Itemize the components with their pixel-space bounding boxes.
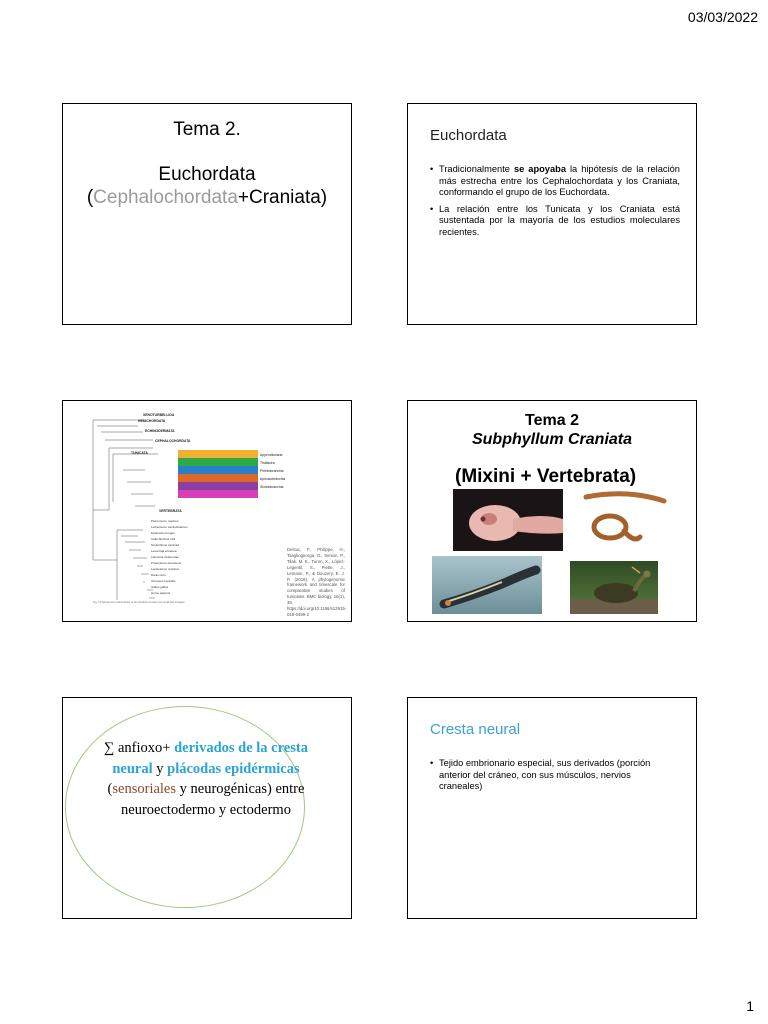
bullet1-pre: Tradicionalmente bbox=[439, 164, 514, 174]
group-label: Appendicularia bbox=[260, 453, 283, 457]
svg-text:Latimeria chalumnae: Latimeria chalumnae bbox=[151, 555, 179, 559]
bullet1-bold: se apoyaba bbox=[513, 164, 566, 174]
slide4-title3: (Mixini + Vertebrata) bbox=[455, 466, 637, 487]
svg-text:Homo sapiens: Homo sapiens bbox=[151, 591, 171, 595]
sigma-symbol: ∑ bbox=[104, 740, 115, 756]
group-label: Aplousobranchia bbox=[260, 477, 286, 481]
svg-text:Lepisosteus oculatus: Lepisosteus oculatus bbox=[151, 567, 180, 571]
cephalochordata-text: Cephalochordata bbox=[93, 187, 238, 208]
slide6-title: Cresta neural bbox=[430, 721, 521, 738]
text-y: y bbox=[152, 760, 168, 777]
page-number: 1 bbox=[746, 998, 754, 1014]
svg-text:Xenopus tropicalis: Xenopus tropicalis bbox=[151, 579, 176, 583]
clade-band bbox=[178, 458, 258, 466]
svg-text:Leucoraja erinacea: Leucoraja erinacea bbox=[151, 549, 177, 553]
svg-text:Petromyzon marinus: Petromyzon marinus bbox=[151, 519, 179, 523]
citation-reference: Delsuc, F., Philippe, H., Tsagkogeorga, G., Simion, P., Tilak, M. K., Turon, X., López-Legentil, S., Piette, J., Lemaire, P., & Douzery, E. J. P. (2018). A phylogenomic framework and timescale for comparative studies of tunicates. BMC biology, 16(1), 39. https://doi.org/10.1186/s12915-018-0499-2 bbox=[287, 547, 347, 617]
hagfish-head-photo bbox=[453, 489, 563, 551]
clade-band bbox=[178, 466, 258, 474]
turtle-photo bbox=[570, 561, 658, 614]
figure-caption: Fig. 4 Phylogenetic relationships of all included tunicate and vertebrate lineages bbox=[93, 601, 185, 604]
clade-label: XENOTURBELLIDA bbox=[143, 413, 175, 417]
slide4-title1: Tema 2 bbox=[525, 412, 579, 429]
slide4-title2: Subphyllum Craniata bbox=[471, 431, 633, 448]
clade-label: CEPHALOCHORDATA bbox=[155, 439, 191, 443]
paren-open: ( bbox=[86, 187, 94, 208]
text-paren: ( bbox=[107, 781, 113, 797]
group-label: Thaliacea bbox=[260, 461, 275, 465]
svg-text:Scyliorhinus canicula: Scyliorhinus canicula bbox=[151, 543, 180, 547]
slide2-bullet-1 bbox=[430, 164, 680, 199]
slide-subphyllum-craniata bbox=[407, 400, 697, 622]
text-sensoriales: sensoriales bbox=[112, 781, 177, 797]
slide-cresta-neural bbox=[407, 697, 697, 919]
slide-anfioxo-summary bbox=[62, 697, 352, 919]
svg-text:Danio rerio: Danio rerio bbox=[151, 573, 166, 577]
clade-label: VERTEBRATA bbox=[159, 509, 182, 513]
lamprey-photo bbox=[432, 556, 542, 614]
clade-color-bands bbox=[178, 450, 258, 498]
slide2-bullet-2: • La relación entre los Tunicata y los Craniata está sustentada por la mayoría de los estudios moleculares recientes. bbox=[430, 204, 680, 239]
slide2-bullets bbox=[430, 164, 680, 243]
slide-tema2-title bbox=[62, 103, 352, 325]
group-label: Phlebobranchia bbox=[260, 469, 284, 473]
slide1-line3 bbox=[63, 186, 351, 209]
svg-text:Lethenteron camtschaticum: Lethenteron camtschaticum bbox=[151, 525, 188, 529]
text-remaining: y neurogénicas) entre neuroectodermo y ectodermo bbox=[121, 781, 305, 818]
text-placodas: plácodas epidérmicas bbox=[167, 760, 300, 777]
clade-band bbox=[178, 482, 258, 490]
slide6-bullets bbox=[430, 758, 676, 793]
phylogenetic-tree-figure bbox=[83, 410, 293, 605]
slide1-title-block bbox=[63, 118, 351, 209]
slide6-bullet-1: • Tejido embrionario especial, sus derivados (porción anterior del cráneo, con sus músculos, nervios craneales) bbox=[430, 758, 676, 793]
clade-band bbox=[178, 474, 258, 482]
slide2-title: Euchordata bbox=[430, 127, 507, 144]
group-label: Stolidobranchia bbox=[260, 485, 284, 489]
svg-text:Callorhinchus milii: Callorhinchus milii bbox=[151, 537, 176, 541]
clade-band bbox=[178, 450, 258, 458]
slide-phylogeny-figure bbox=[62, 400, 352, 622]
svg-text:Protopterus annectens: Protopterus annectens bbox=[151, 561, 182, 565]
clade-label: TUNICATA bbox=[131, 451, 148, 455]
slide1-line1: Tema 2. bbox=[173, 119, 241, 140]
svg-text:Eptatretus burgeri: Eptatretus burgeri bbox=[151, 531, 175, 535]
hagfish-coiled-photo bbox=[568, 489, 668, 551]
text-anfioxo: anfioxo+ bbox=[114, 740, 175, 756]
clade-label: HEMICHORDATA bbox=[138, 419, 166, 423]
svg-text:Gallus gallus: Gallus gallus bbox=[151, 585, 169, 589]
clade-band bbox=[178, 490, 258, 498]
text-cresta-neural: derivados de la cresta neural bbox=[112, 740, 308, 777]
slide1-line2: Euchordata bbox=[158, 164, 256, 185]
date-header: 03/03/2022 bbox=[687, 9, 758, 25]
slide-euchordata bbox=[407, 103, 697, 325]
bullet1-post: la hipótesis de la relación más estrecha entre los Cephalochordata y los Craniata, conformando el grupo de los Euchordata. bbox=[439, 164, 680, 197]
craniata-text: +Craniata) bbox=[237, 187, 328, 208]
slide5-text-block bbox=[87, 738, 325, 820]
clade-label: ECHINODERMATA bbox=[145, 429, 175, 433]
